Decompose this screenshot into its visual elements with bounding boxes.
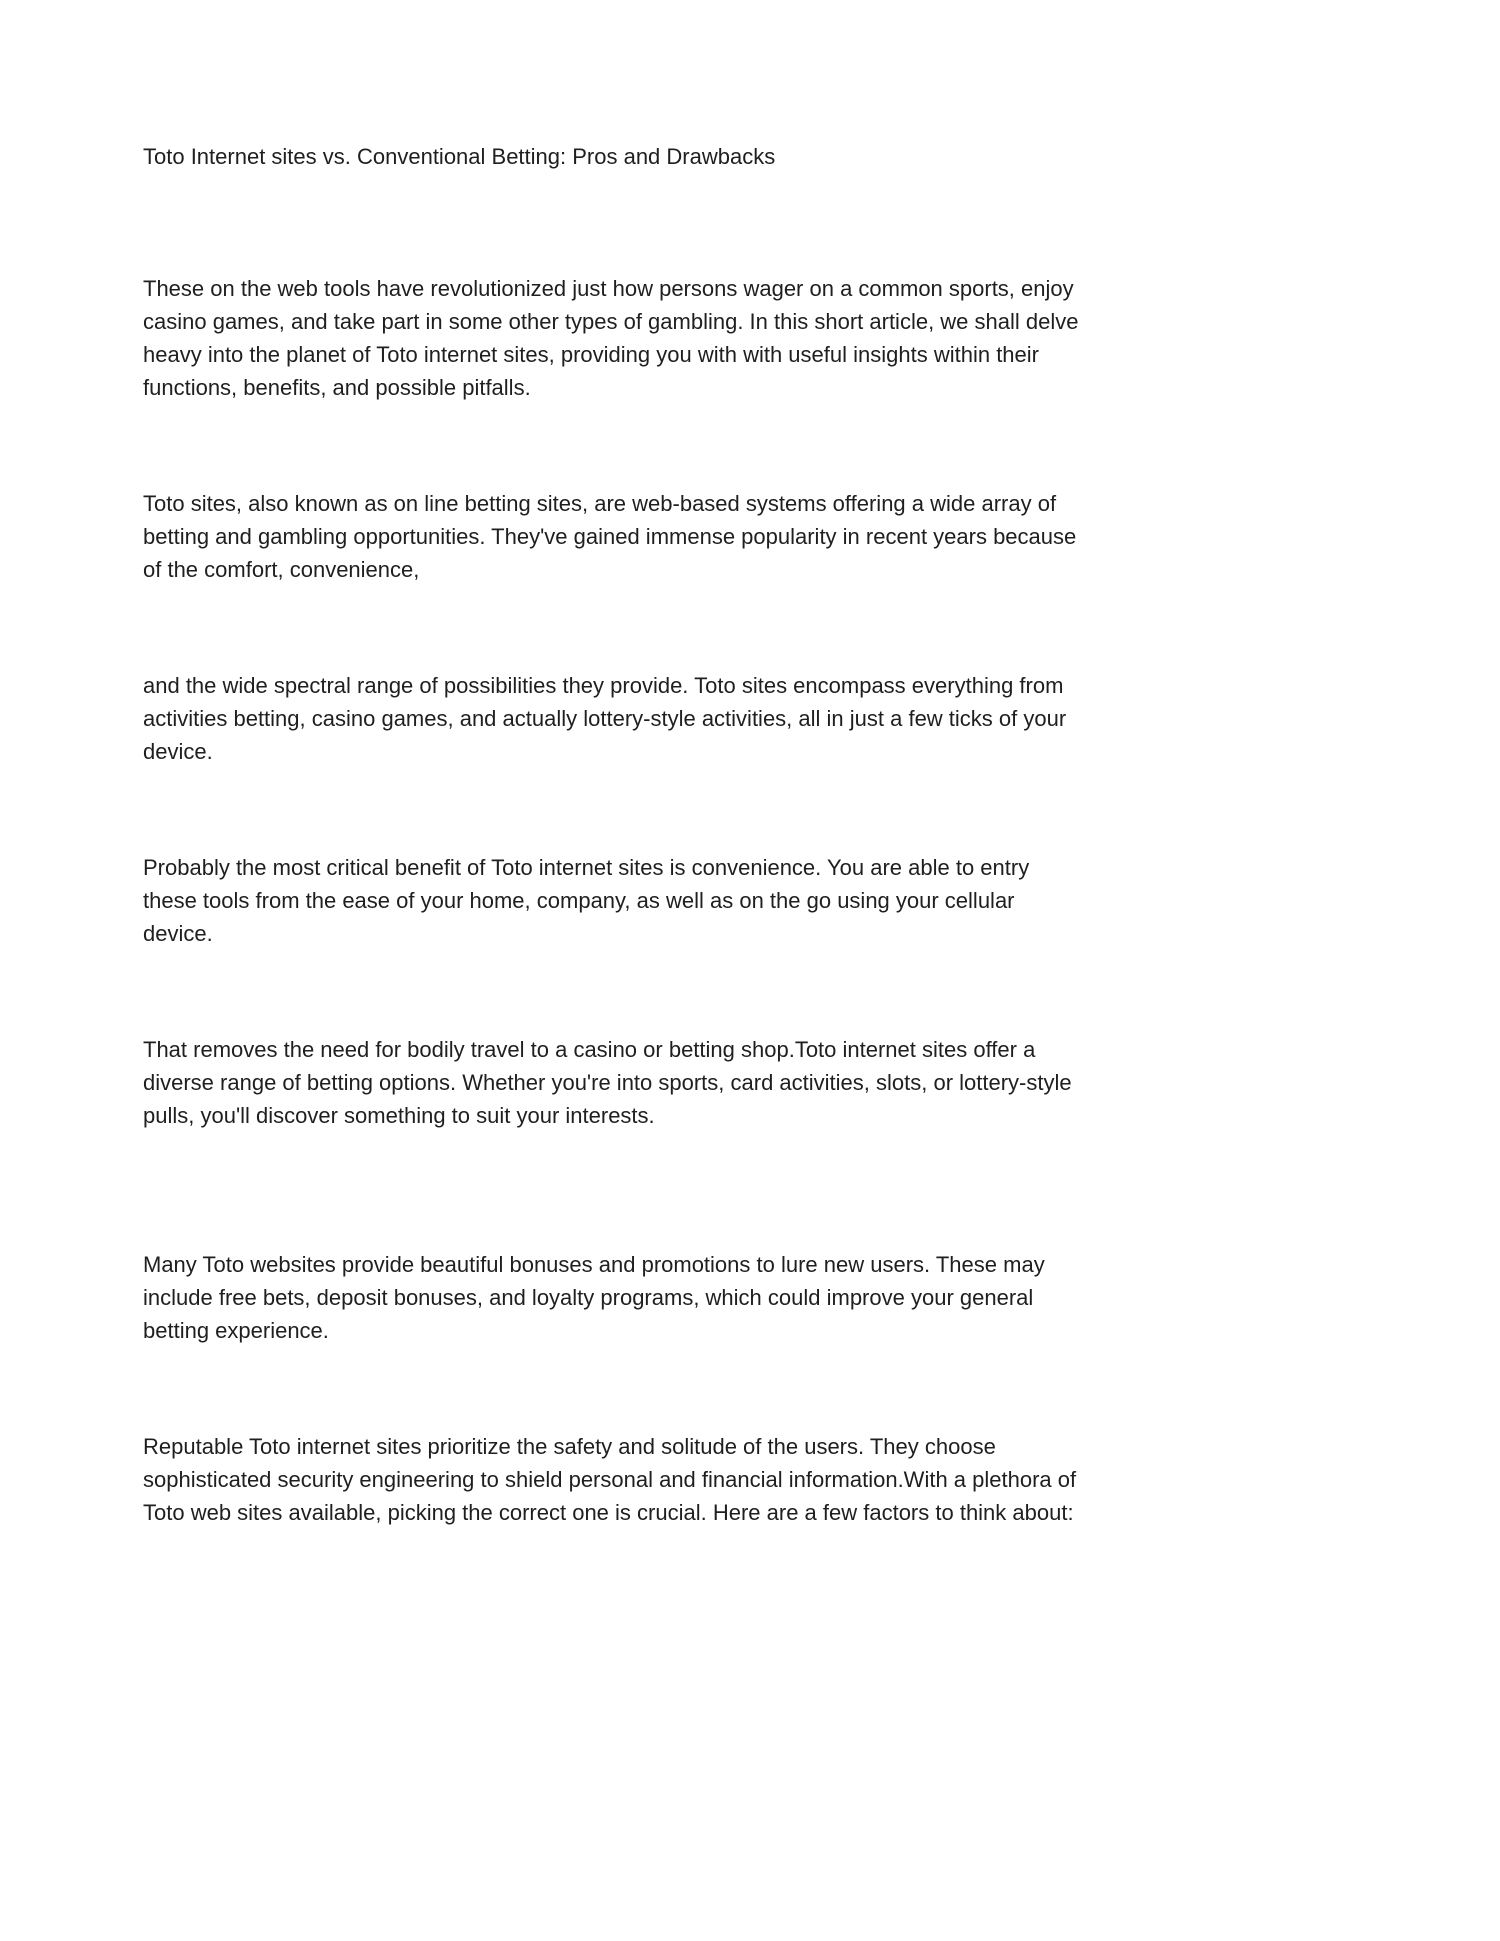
paragraph-safety-factors: Reputable Toto internet sites prioritize the safety and solitude of the users. They choose sophisticated security engineering to shield personal and financial information.With a plethora of Toto web sites available, picking the correct one is crucial. Here are a few factors to think about: (143, 1434, 1077, 1525)
paragraph-intro: These on the web tools have revolutionized just how persons wager on a common sports, enjoy casino games, and take part in some other types of gambling. In this short article, we shall delve heavy into the planet of Toto internet sites, providing you with with useful insights within their functions, benefits, and possible pitfalls. (143, 276, 1079, 400)
paragraph-betting-options: That removes the need for bodily travel to a casino or betting shop.Toto internet sites offer a diverse range of betting options. Whether you're into sports, card activities, slots, or lottery-style pulls, you'll discover something to suit your interests. (143, 1037, 1072, 1128)
paragraph-convenience-benefit: Probably the most critical benefit of Toto internet sites is convenience. You are able to entry these tools from the ease of your home, company, as well as on the go using your cellular device. (143, 855, 1030, 946)
document-title: Toto Internet sites vs. Conventional Betting: Pros and Drawbacks (143, 144, 776, 169)
paragraph-bonuses-promotions: Many Toto websites provide beautiful bonuses and promotions to lure new users. These may include free bets, deposit bonuses, and loyalty programs, which could improve your general betting experience. (143, 1252, 1045, 1343)
paragraph-wide-range: and the wide spectral range of possibilities they provide. Toto sites encompass everything from activities betting, casino games, and actually lottery-style activities, all in just a few ticks of your device. (143, 673, 1067, 764)
paragraph-toto-sites-definition: Toto sites, also known as on line betting sites, are web-based systems offering a wide array of betting and gambling opportunities. They've gained immense popularity in recent years because of the comfort, convenience, (143, 491, 1077, 582)
